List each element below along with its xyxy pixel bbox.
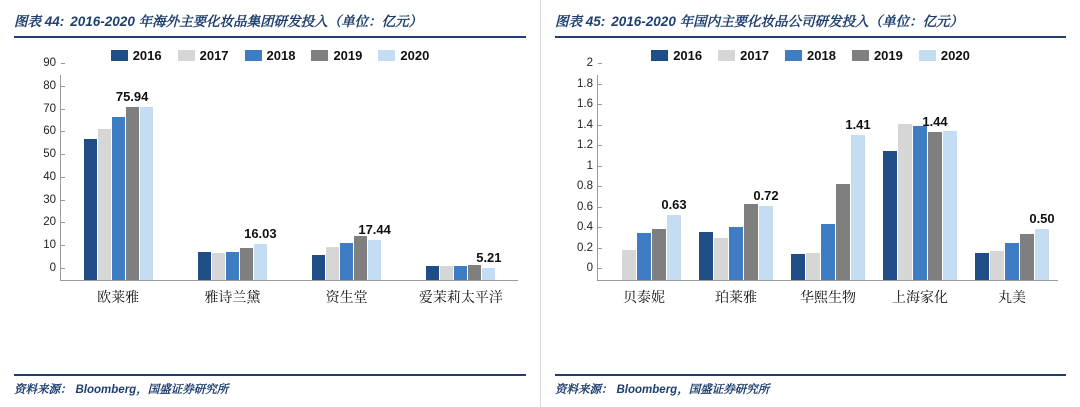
y-axis-tick: 1.6 (577, 98, 598, 110)
chart-label-45: 图表 45: (555, 14, 606, 29)
legend-swatch-icon (378, 50, 395, 61)
legend-item (852, 48, 903, 63)
y-axis-tick: 0 (587, 262, 598, 274)
bar (115, 89, 149, 280)
chart-footer-44 (14, 374, 526, 397)
data-label: 5.21 (476, 250, 502, 266)
data-label: 16.03 (244, 225, 277, 241)
legend-swatch-icon (111, 50, 128, 61)
y-axis-tick: 0 (50, 262, 61, 274)
bar-group (966, 75, 1058, 305)
data-label: 17.44 (358, 222, 391, 238)
bar (1005, 243, 1019, 280)
bar (140, 107, 153, 280)
bar (744, 204, 758, 280)
bar (661, 197, 687, 280)
data-label: 0.50 (1029, 210, 1055, 226)
bar (476, 250, 502, 280)
legend-item (651, 48, 702, 63)
chart-label-44: 图表 44: (14, 14, 65, 29)
bar (699, 232, 713, 280)
y-axis-tick: 70 (43, 103, 61, 115)
bar (226, 252, 239, 280)
bar (990, 251, 1004, 280)
bar (836, 184, 850, 280)
bar (922, 114, 948, 280)
bar (358, 222, 391, 280)
legend-item (311, 48, 362, 63)
legend-item (378, 48, 429, 63)
bar (212, 253, 225, 280)
chart-title-44 (14, 10, 526, 38)
chart-title-text-45: 2016-2020 年国内主要化妆品公司研发投入（单位：亿元） (611, 14, 964, 29)
bar (975, 253, 989, 280)
footer-source: Bloomberg，国盛证券研究所 (616, 384, 770, 396)
x-axis-label: 雅诗兰黛 (204, 289, 261, 305)
bar (652, 229, 666, 280)
data-label: 75.94 (115, 89, 149, 105)
legend-label: 2016 (673, 48, 703, 63)
bar (806, 253, 820, 280)
y-axis-tick: 20 (43, 216, 61, 228)
bar (714, 238, 728, 280)
y-axis-tick: 1.2 (577, 139, 598, 151)
legend-label: 2017 (199, 48, 229, 63)
legend-swatch-icon (785, 50, 802, 61)
y-axis-tick: 2 (587, 57, 598, 69)
chart-title-45 (555, 10, 1066, 38)
chart-title-text-44: 2016-2020 年海外主要化妆品集团研发投入（单位：亿元） (70, 14, 423, 29)
bar (845, 117, 871, 280)
bar (198, 252, 211, 280)
legend-swatch-icon (651, 50, 668, 61)
footer-prefix: 资料来源： (14, 384, 72, 396)
legend-item (718, 48, 769, 63)
bar (326, 247, 339, 280)
bar-group (61, 75, 175, 305)
footer-source: Bloomberg，国盛证券研究所 (75, 384, 229, 396)
legend-label: 2019 (333, 48, 363, 63)
bar (883, 151, 897, 280)
bar-groups (598, 75, 1058, 305)
chart-panel-45 (540, 0, 1080, 407)
bar-group (404, 75, 518, 305)
legend-label: 2017 (740, 48, 770, 63)
legend-item (245, 48, 296, 63)
bar (98, 129, 111, 280)
bar (791, 254, 805, 280)
legend-item (785, 48, 836, 63)
y-axis-tick: 80 (43, 80, 61, 92)
data-label: 1.41 (845, 117, 871, 133)
data-label: 0.72 (753, 188, 779, 204)
legend-label: 2016 (132, 48, 162, 63)
y-axis-tick: 0.6 (577, 201, 598, 213)
y-axis-tick: 90 (43, 57, 61, 69)
y-axis-tick: 30 (43, 194, 61, 206)
legend-swatch-icon (245, 50, 262, 61)
y-axis-tick: 50 (43, 148, 61, 160)
y-axis-tick: 10 (43, 239, 61, 251)
legend-44 (14, 48, 526, 63)
bar (440, 266, 453, 280)
legend-swatch-icon (718, 50, 735, 61)
legend-label: 2018 (266, 48, 296, 63)
legend-item (919, 48, 970, 63)
bar (468, 265, 481, 280)
chart-footer-45 (555, 374, 1066, 397)
x-axis-label: 华熙生物 (800, 289, 856, 305)
legend-45 (555, 48, 1066, 63)
legend-item (111, 48, 162, 63)
bar (340, 243, 353, 280)
x-axis-label: 资生堂 (325, 289, 368, 305)
footer-prefix: 资料来源： (555, 384, 613, 396)
plot-area (577, 57, 1058, 305)
x-axis-label: 丸美 (998, 289, 1026, 305)
bar (1020, 234, 1034, 280)
bar (913, 126, 927, 280)
bar (454, 266, 467, 280)
x-axis-label: 贝泰妮 (623, 289, 665, 305)
bar (112, 117, 125, 280)
legend-swatch-icon (919, 50, 936, 61)
bar-group (874, 75, 966, 305)
y-axis-tick: 0.4 (577, 221, 598, 233)
bar (729, 227, 743, 280)
y-axis-tick: 0.8 (577, 180, 598, 192)
legend-item (178, 48, 229, 63)
y-axis-tick: 60 (43, 125, 61, 137)
bar (84, 139, 97, 280)
bar (240, 248, 253, 280)
legend-label: 2020 (940, 48, 970, 63)
bar (622, 250, 636, 280)
legend-label: 2019 (873, 48, 903, 63)
bar (312, 255, 325, 281)
y-axis-tick: 1.4 (577, 119, 598, 131)
bar-group (782, 75, 874, 305)
bar-group (175, 75, 289, 305)
x-axis-label: 爱茉莉太平洋 (418, 289, 503, 305)
y-axis-tick: 0.2 (577, 242, 598, 254)
x-axis-label: 珀莱雅 (715, 289, 757, 305)
y-axis-tick: 40 (43, 171, 61, 183)
bar (1029, 210, 1055, 280)
data-label: 1.44 (922, 114, 948, 130)
bar (637, 233, 651, 280)
bar (753, 188, 779, 280)
legend-swatch-icon (178, 50, 195, 61)
bar (244, 225, 277, 281)
plot-area (43, 57, 518, 305)
data-label: 0.63 (661, 197, 687, 213)
legend-swatch-icon (852, 50, 869, 61)
y-axis-tick: 1 (587, 160, 598, 172)
y-axis-tick: 1.8 (577, 78, 598, 90)
bar (354, 236, 367, 280)
x-axis-label: 上海家化 (892, 289, 948, 305)
bar (898, 124, 912, 280)
legend-swatch-icon (311, 50, 328, 61)
bar-group (598, 75, 690, 305)
bar (943, 131, 957, 280)
bar-groups (61, 75, 518, 305)
legend-label: 2020 (400, 48, 430, 63)
legend-label: 2018 (807, 48, 836, 63)
bar (426, 266, 439, 280)
x-axis-label: 欧莱雅 (97, 289, 140, 305)
bar (821, 224, 835, 280)
bar-group (690, 75, 782, 305)
bar-chart-45 (557, 57, 1066, 319)
bar-chart-44 (16, 57, 526, 319)
bar-group (290, 75, 404, 305)
